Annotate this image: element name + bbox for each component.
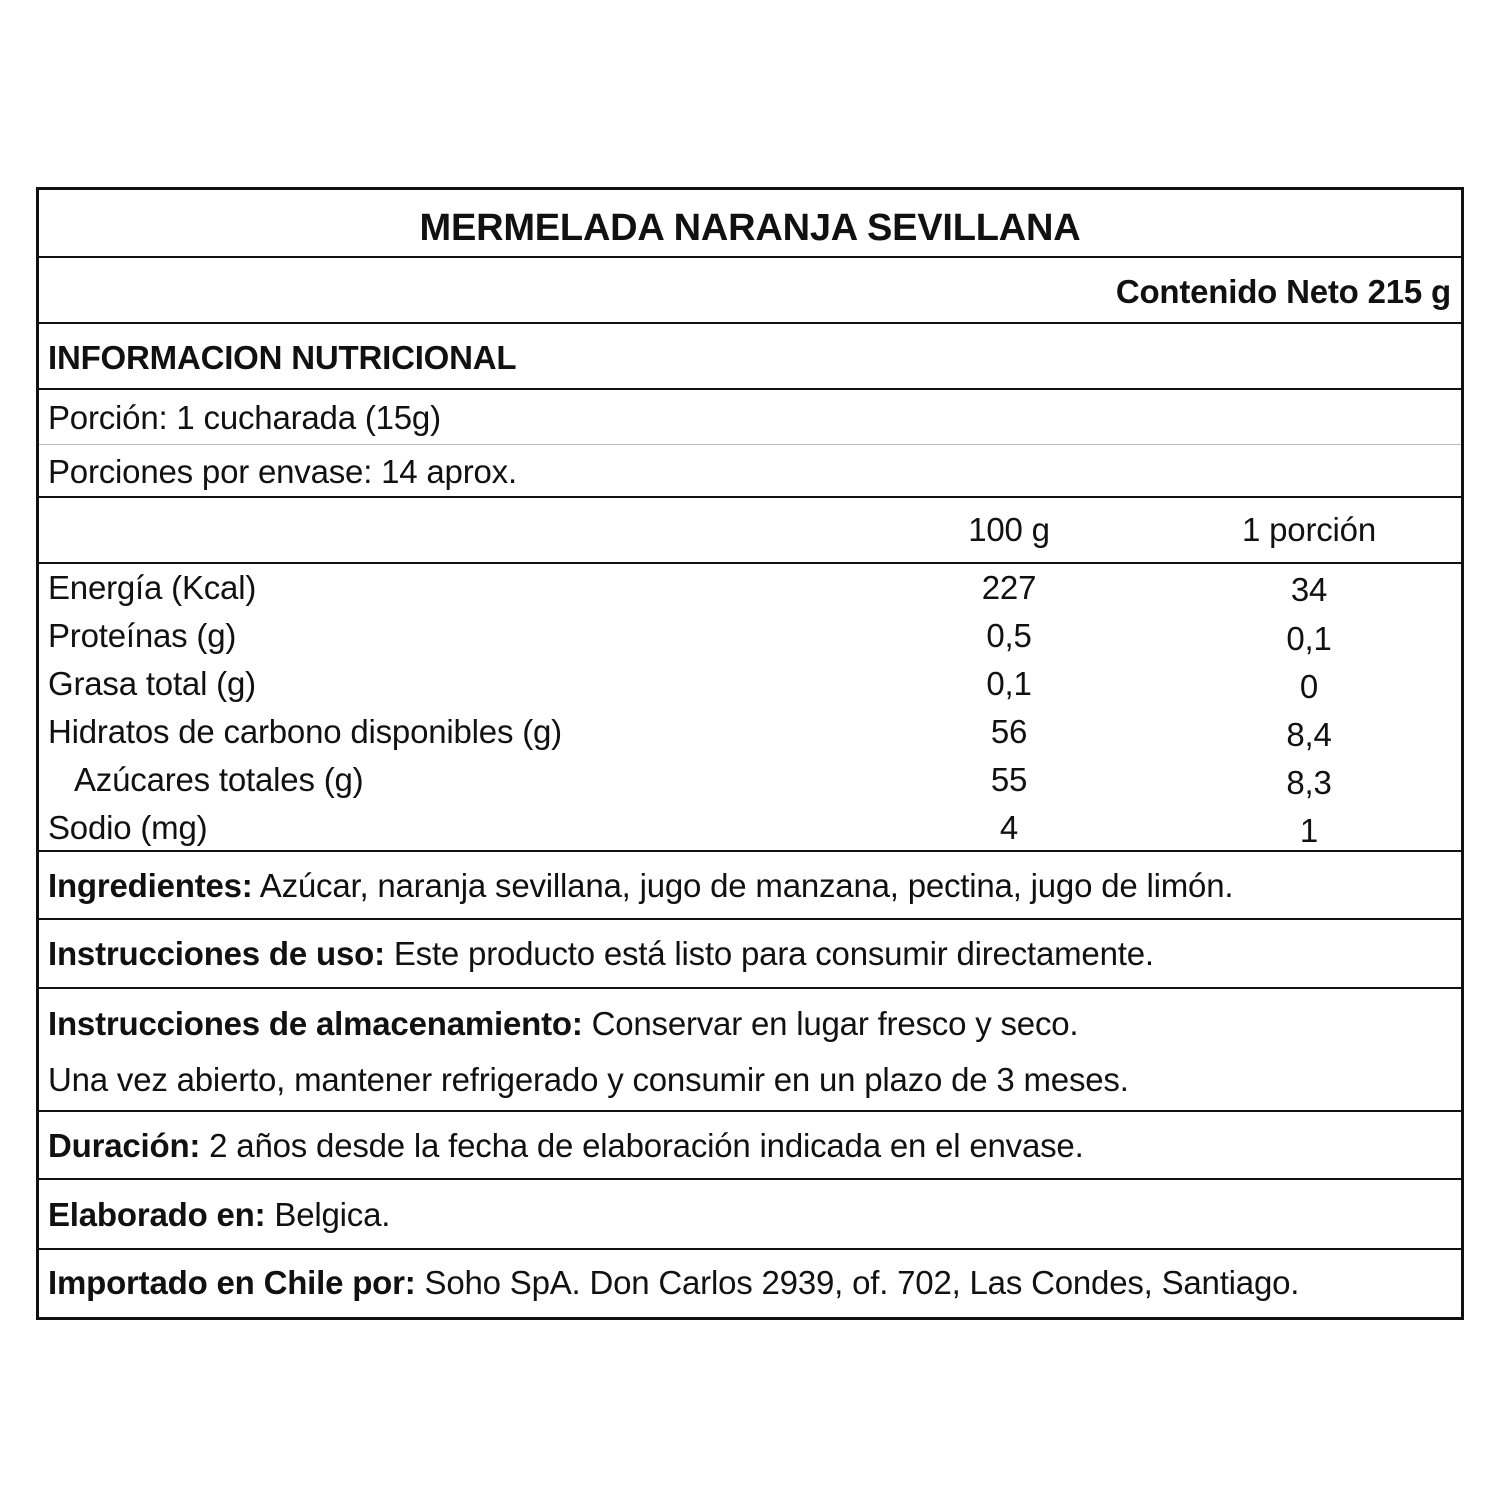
nutrient-name: Azúcares totales (g) [74, 761, 364, 798]
nutrient-name: Hidratos de carbono disponibles (g) [48, 713, 562, 750]
divider [39, 256, 1461, 258]
importer-label: Importado en Chile por: [48, 1264, 416, 1301]
ingredients-label: Ingredientes: [48, 867, 253, 904]
nutrient-value-100g: 4 [999, 809, 1019, 846]
made-in [48, 1195, 390, 1235]
nutrient-name: Energía (Kcal) [48, 569, 257, 606]
product-title: MERMELADA NARANJA SEVILLANA [419, 207, 1081, 249]
usage-text: Este producto está listo para consumir directamente. [384, 935, 1154, 972]
divider [39, 562, 1461, 564]
importer-text: Soho SpA. Don Carlos 2939, of. 702, Las Condes, Santiago. [415, 1264, 1300, 1301]
divider [39, 987, 1461, 989]
nutrient-value-100g: 56 [990, 713, 1028, 750]
nutrient-name: Proteínas (g) [48, 617, 237, 654]
storage-instructions [48, 1004, 1078, 1044]
divider [39, 322, 1461, 324]
section-heading: INFORMACION NUTRICIONAL [48, 339, 517, 376]
serving-size: Porción: 1 cucharada (15g) [48, 399, 441, 436]
divider [39, 444, 1461, 445]
divider [39, 1110, 1461, 1112]
nutrient-name: Sodio (mg) [48, 809, 208, 846]
nutrient-value-100g: 0,5 [986, 617, 1032, 654]
nutrient-value-serving: 8,3 [1286, 764, 1332, 801]
usage-instructions [48, 934, 1154, 974]
divider [39, 388, 1461, 390]
divider [39, 1178, 1461, 1180]
nutrient-name: Grasa total (g) [48, 665, 256, 702]
made-in-label: Elaborado en: [48, 1196, 266, 1233]
divider [39, 850, 1461, 852]
net-content: Contenido Neto 215 g [1115, 273, 1451, 310]
ingredients-text: Azúcar, naranja sevillana, jugo de manzana, pectina, jugo de limón. [252, 867, 1234, 904]
divider [39, 918, 1461, 920]
storage-instructions-line2: Una vez abierto, mantener refrigerado y consumir en un plazo de 3 meses. [48, 1061, 1129, 1098]
divider [39, 1248, 1461, 1250]
ingredients [48, 866, 1233, 906]
storage-text: Conservar en lugar fresco y seco. [582, 1005, 1079, 1042]
nutrient-value-serving: 0 [1299, 668, 1319, 705]
nutrient-value-serving: 34 [1290, 571, 1328, 608]
importer [48, 1263, 1299, 1303]
servings-per-container: Porciones por envase: 14 aprox. [48, 453, 517, 490]
nutrient-value-serving: 8,4 [1286, 716, 1332, 753]
usage-label: Instrucciones de uso: [48, 935, 385, 972]
nutrient-value-100g: 0,1 [986, 665, 1032, 702]
nutrient-value-100g: 55 [990, 761, 1028, 798]
divider [39, 496, 1461, 498]
storage-label: Instrucciones de almacenamiento: [48, 1005, 583, 1042]
nutrient-value-serving: 0,1 [1286, 620, 1332, 657]
nutrient-value-serving: 1 [1299, 812, 1319, 849]
shelf-life [48, 1126, 1084, 1166]
nutrition-label [36, 187, 1464, 1320]
nutrient-value-100g: 227 [981, 569, 1037, 606]
duration-label: Duración: [48, 1127, 201, 1164]
made-in-text: Belgica. [265, 1196, 391, 1233]
column-header-serving: 1 porción [1242, 511, 1376, 548]
duration-text: 2 años desde la fecha de elaboración indicada en el envase. [200, 1127, 1084, 1164]
column-header-100g: 100 g [968, 511, 1050, 548]
